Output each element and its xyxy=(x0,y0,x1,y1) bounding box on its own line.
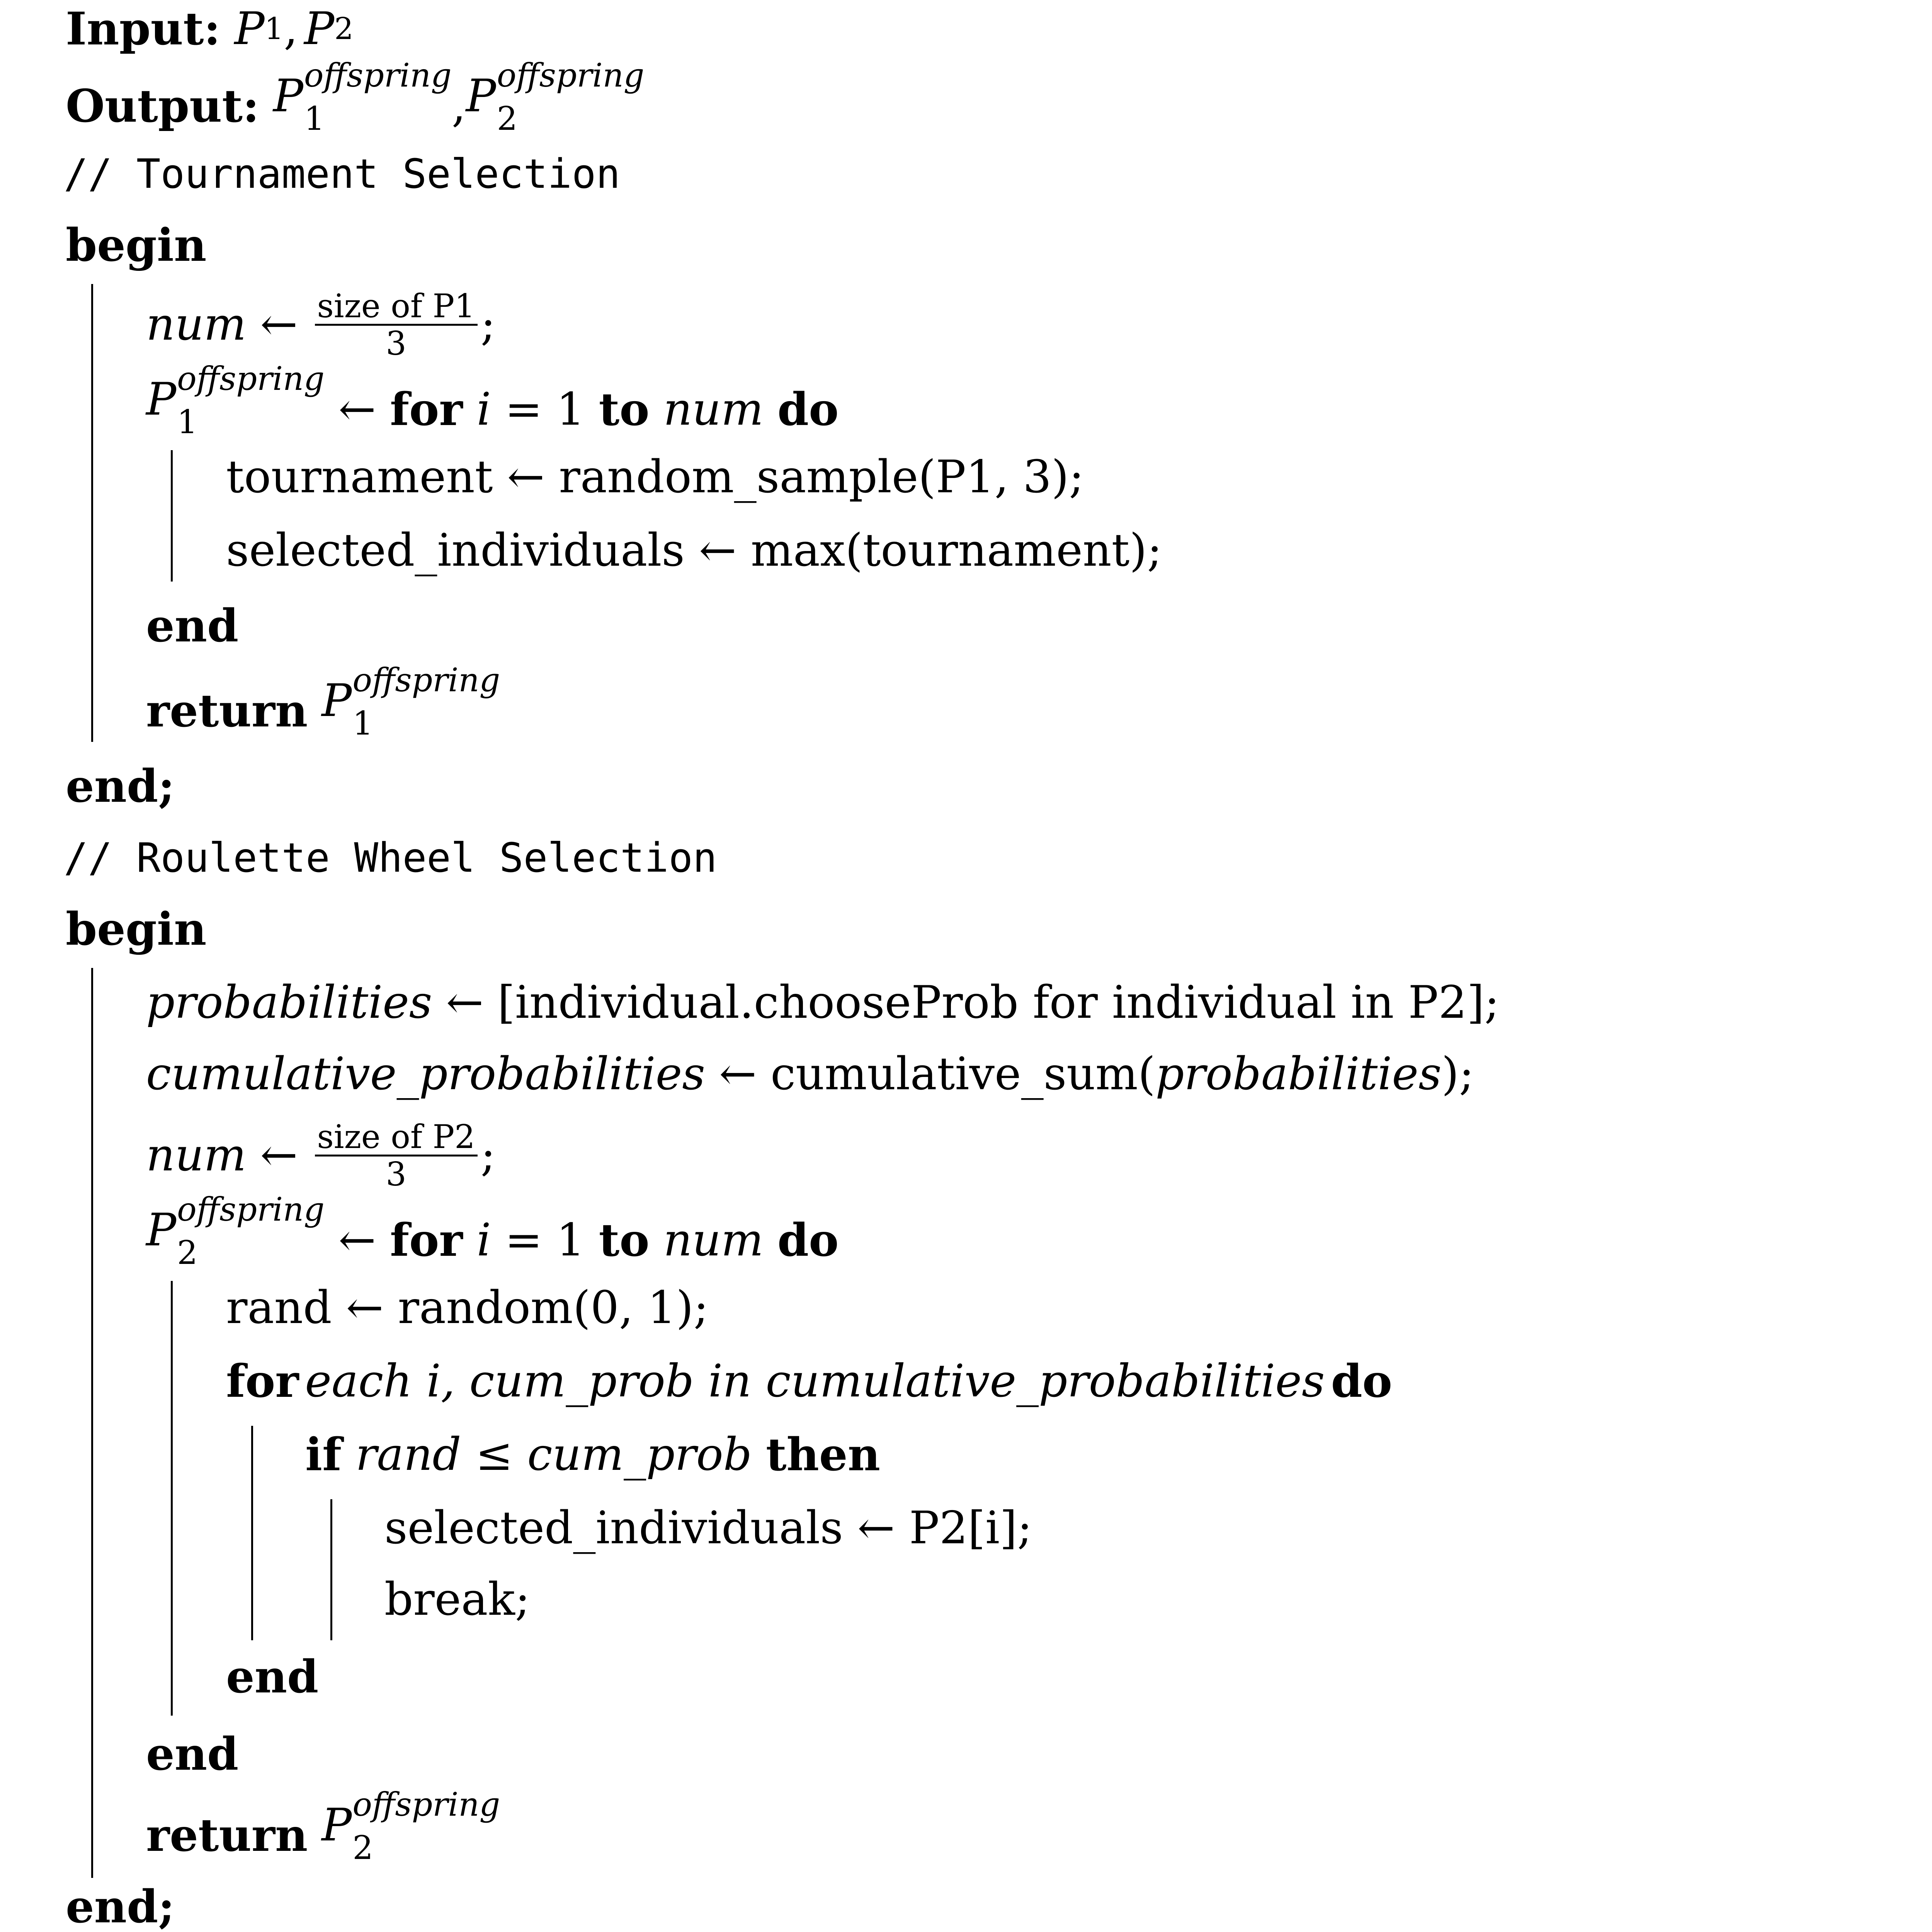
const-one-1: 1 xyxy=(556,383,585,435)
input-p2-sub: 2 xyxy=(334,12,354,46)
input-p-symbol: P xyxy=(234,3,265,55)
return-p1-offspring xyxy=(321,661,500,743)
cumulative-var: cumulative_probabilities xyxy=(146,1048,705,1100)
return-p2-sup: offspring xyxy=(352,1786,500,1823)
cumulative-line xyxy=(146,1045,1474,1103)
block-bar-for-each xyxy=(251,1426,253,1640)
num-var-4: num xyxy=(663,1214,764,1266)
selected-max-line: selected_individuals ← max(tournament); xyxy=(226,524,1162,577)
kw-for-2: for xyxy=(390,1214,463,1267)
input-line: Input: P 1 , P 2 xyxy=(66,3,354,55)
cumulative-func: cumulative_sum( xyxy=(770,1048,1156,1100)
probabilities-expr: [individual.chooseProb for individual in P2]; xyxy=(497,976,1500,1029)
if-line xyxy=(305,1426,880,1484)
p2-offspring-lhs xyxy=(146,1190,325,1273)
fraction-2-numerator: size of P2 xyxy=(315,1121,478,1156)
fraction-2 xyxy=(315,1117,478,1193)
output-label: Output: xyxy=(66,80,259,133)
output-p1-sub: 1 xyxy=(304,100,325,138)
p2-lhs-sub: 2 xyxy=(177,1234,198,1272)
output-p2-offspring xyxy=(466,56,645,139)
kw-to-1: to xyxy=(599,383,650,436)
const-one-2: 1 xyxy=(556,1214,585,1266)
return-p1-sup: offspring xyxy=(352,661,500,699)
output-line: Output: P offspring 1 , P offspring 2 xyxy=(66,68,645,145)
kw-do-1: do xyxy=(777,383,839,436)
p1-lhs-sup: offspring xyxy=(177,360,325,398)
end-for-each: end xyxy=(226,1651,319,1703)
semicolon-2: ; xyxy=(480,1129,496,1181)
begin-1: begin xyxy=(66,219,207,272)
rand-line: rand ← random(0, 1); xyxy=(226,1282,709,1334)
kw-to-2: to xyxy=(599,1214,650,1267)
output-p2-base: P xyxy=(466,70,496,122)
input-label: Input: xyxy=(66,3,221,55)
kw-return-1: return xyxy=(146,685,308,737)
comment-tournament: // Tournament Selection xyxy=(64,150,621,197)
return-p2-offspring xyxy=(321,1786,500,1868)
arrow-6: ← xyxy=(338,1214,376,1266)
return-p2-sub: 2 xyxy=(352,1829,373,1867)
input-p-symbol-2: P xyxy=(304,3,335,55)
output-p1-base: P xyxy=(273,70,303,122)
kw-then: then xyxy=(765,1429,881,1481)
num-var-1: num xyxy=(146,298,247,350)
semicolon-1: ; xyxy=(480,298,496,350)
equals-2: = xyxy=(505,1214,543,1266)
output-p2-sub: 2 xyxy=(497,100,518,138)
return-line-2 xyxy=(146,1786,500,1874)
p2-lhs-sup: offspring xyxy=(177,1190,325,1228)
begin-2: begin xyxy=(66,903,207,956)
fraction-1-denominator: 3 xyxy=(386,324,406,362)
p1-lhs-sub: 1 xyxy=(177,403,198,441)
end-for-2: end xyxy=(146,1728,239,1781)
end-block-1: end; xyxy=(66,760,175,813)
equals-1: = xyxy=(505,383,543,435)
end-for-1: end xyxy=(146,600,239,652)
arrow-1: ← xyxy=(260,298,298,350)
block-bar-tournament xyxy=(91,284,93,742)
output-p1-offspring xyxy=(273,56,452,139)
kw-do-2: do xyxy=(777,1214,839,1267)
num-var-3: num xyxy=(146,1129,247,1181)
probabilities-line xyxy=(146,974,1500,1032)
fraction-2-denominator: 3 xyxy=(386,1155,406,1193)
kw-return-2: return xyxy=(146,1809,308,1862)
if-condition: rand ≤ cum_prob xyxy=(355,1429,752,1481)
kw-for-1: for xyxy=(390,383,463,436)
output-p1-sup: offspring xyxy=(304,56,452,94)
block-bar-for-2 xyxy=(171,1281,173,1716)
cumulative-arg: probabilities xyxy=(1155,1048,1442,1100)
for-each-line xyxy=(226,1352,1392,1410)
end-block-2: end; xyxy=(66,1881,175,1932)
arrow-2: ← xyxy=(338,383,376,435)
arrow-5: ← xyxy=(260,1129,298,1181)
for-line-2 xyxy=(146,1190,839,1279)
break-line: break; xyxy=(384,1573,530,1626)
arrow-4: ← xyxy=(719,1048,757,1100)
for-each-text: each i, cum_prob in cumulative_probabilities xyxy=(305,1355,1325,1407)
return-p2-base: P xyxy=(321,1799,352,1851)
block-bar-for-1 xyxy=(171,450,173,582)
return-p1-sub: 1 xyxy=(352,704,373,742)
return-line-1 xyxy=(146,661,500,750)
fraction-1 xyxy=(315,287,478,362)
kw-do-3: do xyxy=(1331,1355,1393,1408)
block-bar-roulette xyxy=(91,968,93,1878)
arrow-3: ← xyxy=(446,976,484,1029)
fraction-1-numerator: size of P1 xyxy=(315,290,478,326)
num-var-2: num xyxy=(663,383,764,435)
comment-roulette: // Roulette Wheel Selection xyxy=(64,834,717,881)
var-i-1: i xyxy=(476,383,491,435)
input-p1-sub: 1 xyxy=(264,12,284,46)
selected-p2-line: selected_individuals ← P2[i]; xyxy=(384,1502,1032,1554)
num-assign-2 xyxy=(146,1117,496,1194)
tournament-line: tournament ← random_sample(P1, 3); xyxy=(226,451,1084,503)
block-bar-if xyxy=(330,1499,332,1640)
for-line-1 xyxy=(146,360,839,448)
kw-if: if xyxy=(305,1429,342,1481)
p1-offspring-lhs xyxy=(146,360,325,442)
output-p2-sup: offspring xyxy=(497,56,645,94)
num-assign-1 xyxy=(146,286,496,363)
var-i-2: i xyxy=(476,1214,491,1266)
cumulative-close: ); xyxy=(1441,1048,1474,1100)
probabilities-var: probabilities xyxy=(146,976,432,1029)
p1-lhs-base: P xyxy=(146,373,177,425)
p2-lhs-base: P xyxy=(146,1204,177,1256)
kw-for-3: for xyxy=(226,1355,299,1408)
return-p1-base: P xyxy=(321,675,352,727)
